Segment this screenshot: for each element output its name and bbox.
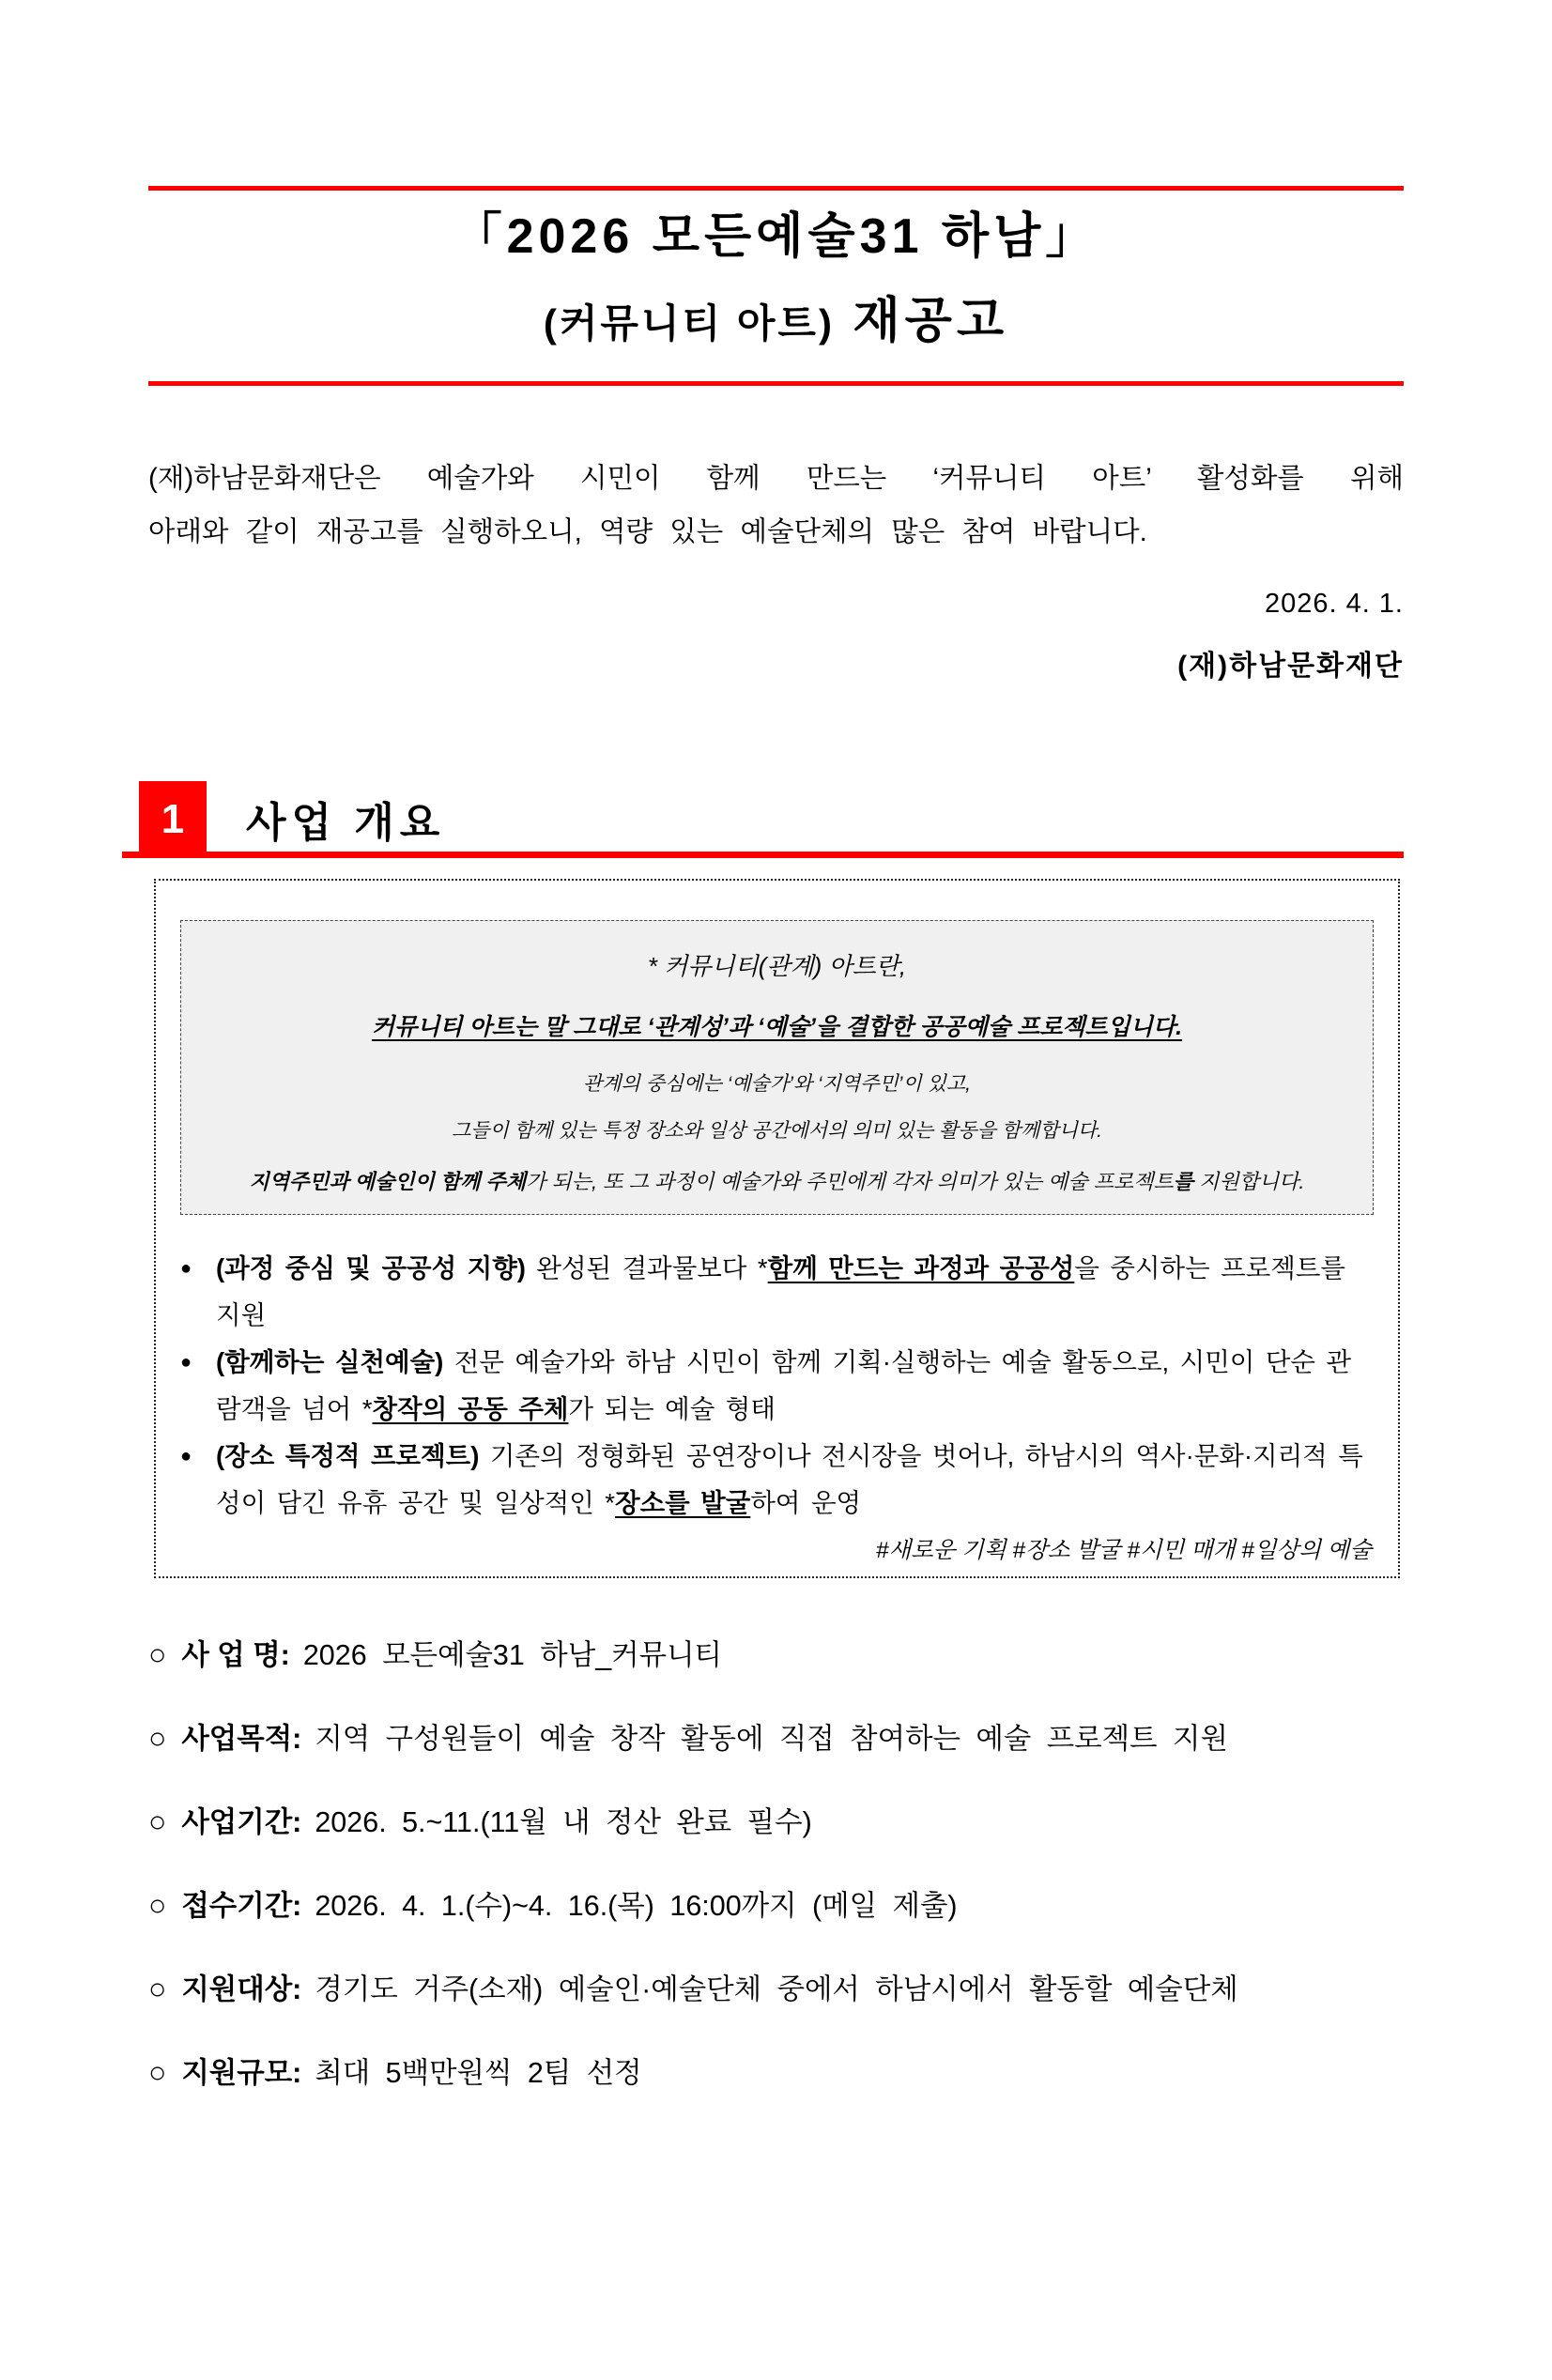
overview-item-value: 최대 5백만원씩 2팀 선정 <box>315 2057 642 2089</box>
title-line-2 <box>148 290 1404 364</box>
overview-item-label: 사업목적: <box>181 1723 302 1755</box>
overview-item-value: 2026. 4. 1.(수)~4. 16.(목) 16:00까지 (메일 제출) <box>315 1890 958 1922</box>
title-line-1: 「2026 모든예술31 하남」 <box>453 209 1099 264</box>
bullet-text: (장소 특정적 프로젝트) 기존의 정형화된 공연장이나 전시장을 벗어나, 하남시의 역사·문화·지리적 특성이 담긴 유휴 공간 및 일상적인 *장소를 발굴하여 운영 <box>216 1441 1363 1517</box>
overview-item-value: 지역 구성원들이 예술 창작 활동에 직접 참여하는 예술 프로젝트 지원 <box>315 1723 1228 1755</box>
hashtags-line: #새로운 기획 #장소 발굴 #시민 매개 #일상의 예술 <box>875 1538 1372 1563</box>
circle-icon: ○ <box>148 1972 167 2005</box>
title-line-2-subtitle: (커뮤니티 아트) <box>543 301 835 345</box>
overview-item-value: 2026 모든예술31 하남_커뮤니티 <box>302 1639 723 1671</box>
bullet-text: (과정 중심 및 공공성 지향) 완성된 결과물보다 *함께 만드는 과정과 공공성을 중시하는 프로젝트를 지원 <box>216 1253 1345 1329</box>
overview-item-label: 사업기간: <box>181 1806 302 1838</box>
title-bottom-rule <box>148 381 1404 386</box>
intro-paragraph <box>148 452 1404 559</box>
section-1-underline <box>122 852 1404 858</box>
circle-icon: ○ <box>148 1637 167 1671</box>
document-page <box>0 186 1552 2380</box>
definition-line-4: 그들이 함께 있는 특정 장소와 일상 공간에서의 의미 있는 활동을 함께합니다. <box>451 1120 1103 1142</box>
definition-tagline: 커뮤니티 아트는 말 그대로 ‘관계성’과 ‘예술’을 결합한 공공예술 프로젝트입니다. <box>371 1014 1183 1040</box>
document-content <box>0 186 1552 2091</box>
announcement-date: 2026. 4. 1. <box>1264 589 1404 619</box>
section-1-header <box>122 781 1404 858</box>
bullet-item-site-specific <box>180 1433 1374 1527</box>
project-feature-list <box>180 1245 1374 1527</box>
bullet-text: (함께하는 실천예술) 전문 예술가와 하남 시민이 함께 기획·실행하는 예술 활동으로, 시민이 단순 관람객을 넘어 *창작의 공동 주체가 되는 예술 형태 <box>216 1347 1352 1423</box>
title-line-2-main: 재공고 <box>834 294 1009 348</box>
bullet-item-practice <box>180 1339 1374 1433</box>
section-1-number-badge: 1 <box>139 781 207 858</box>
overview-item-application-period <box>148 1887 1404 1924</box>
overview-item-support-scale <box>148 2054 1404 2091</box>
organization-name: (재)하남문화재단 <box>1177 651 1404 682</box>
overview-item-label: 지원규모: <box>181 2057 302 2089</box>
section-1-title: 사업 개요 <box>246 800 446 846</box>
circle-icon: ○ <box>148 1888 167 1922</box>
overview-item-value: 경기도 거주(소재) 예술인·예술단체 중에서 하남시에서 활동할 예술단체 <box>315 1973 1238 2005</box>
intro-line-2: 아래와 같이 재공고를 실행하오니, 역량 있는 예술단체의 많은 참여 바랍니다. <box>148 516 1147 547</box>
bullet-icon: ● <box>180 1352 192 1373</box>
project-overview-list <box>148 1636 1404 2091</box>
definition-headline: * 커뮤니티(관계) 아트란, <box>647 952 907 980</box>
overview-item-eligibility <box>148 1971 1404 2007</box>
circle-icon: ○ <box>148 1721 167 1755</box>
overview-item-label: 지원대상: <box>181 1973 302 2005</box>
overview-item-project-period <box>148 1804 1404 1840</box>
definition-line-5: 지역주민과 예술인이 함께 주체가 되는, 또 그 과정이 예술가와 주민에게 각자 의미가 있는 예술 프로젝트를 지원합니다. <box>249 1170 1305 1193</box>
intro-line-1: (재)하남문화재단은 예술가와 시민이 함께 만드는 ‘커뮤니티 아트’ 활성화를 위해 <box>148 463 1404 494</box>
community-art-definition-box <box>180 920 1374 1215</box>
circle-icon: ○ <box>148 1804 167 1838</box>
overview-outer-box <box>154 879 1400 1578</box>
bullet-icon: ● <box>180 1258 192 1279</box>
overview-item-value: 2026. 5.~11.(11월 내 정산 완료 필수) <box>315 1806 812 1838</box>
bullet-icon: ● <box>180 1446 192 1466</box>
circle-icon: ○ <box>148 2055 167 2089</box>
document-title <box>148 191 1404 381</box>
overview-item-label: 사 업 명: <box>181 1639 290 1671</box>
overview-item-purpose <box>148 1720 1404 1757</box>
overview-item-project-name <box>148 1636 1404 1673</box>
overview-item-label: 접수기간: <box>181 1890 302 1922</box>
definition-line-3: 관계의 중심에는 ‘예술가’와 ‘지역주민’이 있고, <box>583 1073 971 1095</box>
bullet-item-process <box>180 1245 1374 1339</box>
